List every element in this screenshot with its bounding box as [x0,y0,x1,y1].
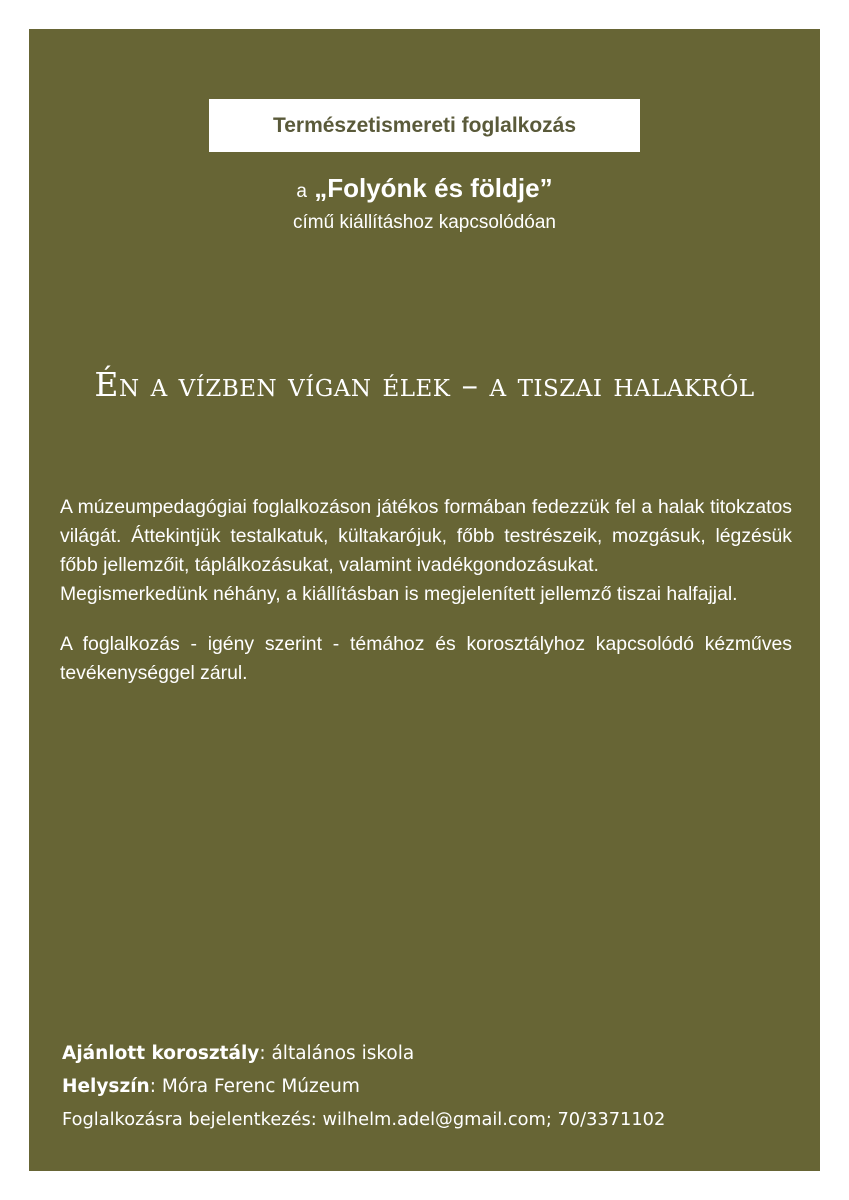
exhibit-title: „Folyónk és földje” [314,173,553,203]
flyer-page [29,29,820,1171]
description-paragraph: Megismerkedünk néhány, a kiállításban is megjelenített jellemző tiszai halfajjal. [60,583,738,605]
location-row [62,1070,802,1103]
page-title: Én a vízben vígan élek – a tiszai halakról [94,365,755,404]
description-paragraph: A foglalkozás - igény szerint - témához és korosztályhoz kapcsolódó kézműves tevékenységgel zárul. [60,633,792,684]
location-value: : Móra Ferenc Múzeum [149,1076,360,1097]
exhibit-prefix: a [296,181,307,202]
age-value: : általános iskola [259,1043,415,1064]
description [60,493,792,688]
exhibit-line [29,173,820,204]
category-label-box [209,99,640,152]
description-paragraph: A múzeumpedagógiai foglalkozáson játékos formában fedezzük fel a halak titokzatos világát. Áttekintjük testalkatuk, kültakarójuk, főbb testrészeik, mozgásuk, légzésük főbb jellemzőit, táplálkozásukat, valamint ivadékgondozásukat. [60,496,792,576]
registration-row: Foglalkozásra bejelentkezés: wilhelm.adel@gmail.com; 70/3371102 [62,1109,666,1130]
exhibit-subtitle: című kiállításhoz kapcsolódóan [293,212,556,233]
category-label: Természetismereti foglalkozás [272,113,577,137]
location-label: Helyszín [62,1076,150,1097]
age-label: Ajánlott korosztály [62,1043,260,1064]
age-row [62,1037,802,1070]
info-block [62,1037,802,1136]
